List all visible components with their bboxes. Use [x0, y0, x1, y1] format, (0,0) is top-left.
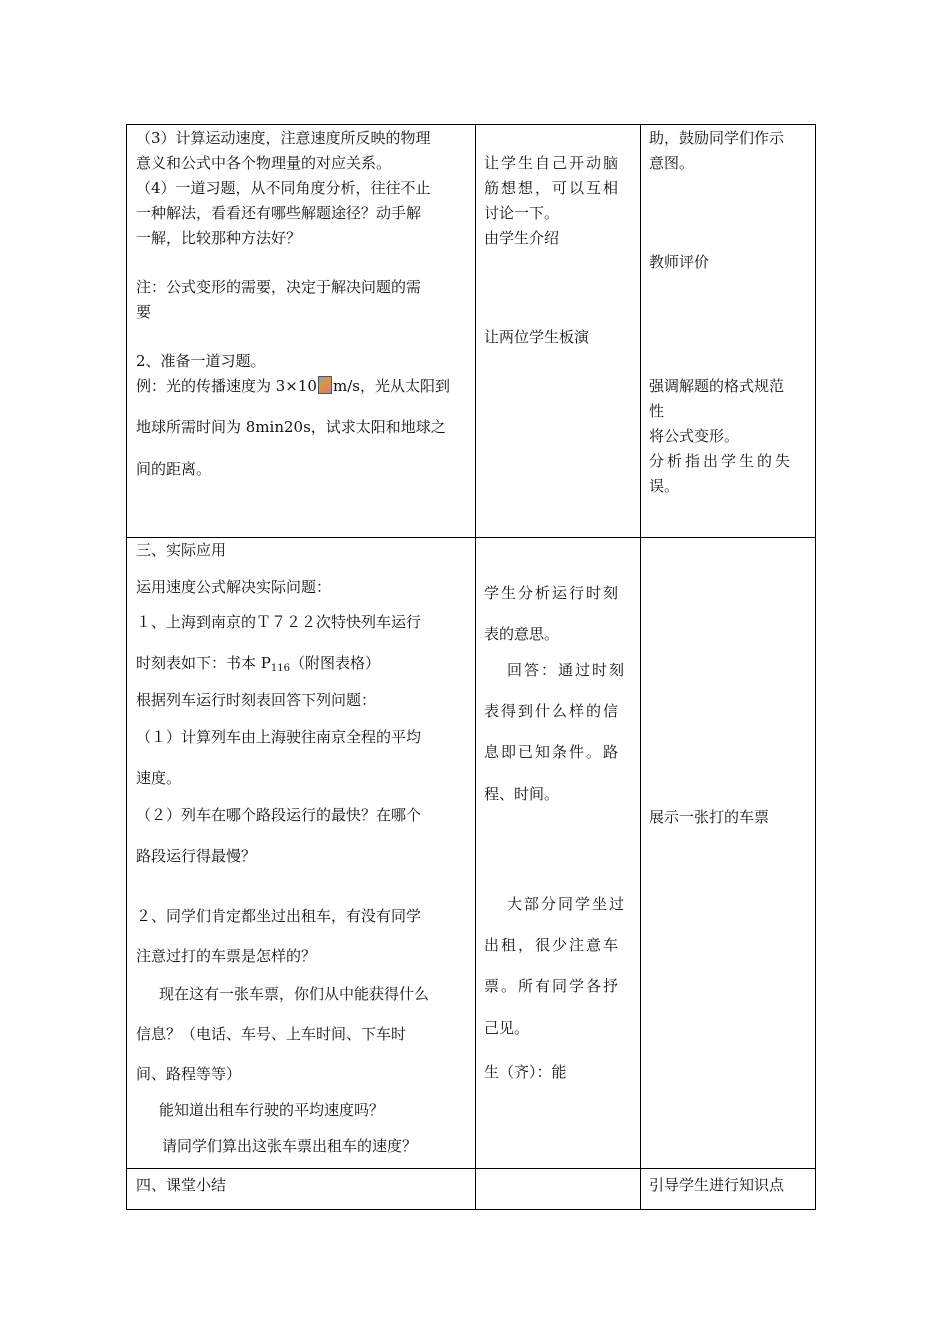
row2-col1-line: １、上海到南京的Ｔ７２２次特快列车运行: [136, 613, 422, 631]
example-suffix: m/s，光从太阳到: [332, 377, 450, 395]
row1-col2-line: 由学生介绍: [484, 229, 560, 247]
row2-col2-line: 己见。: [484, 1019, 530, 1037]
timetable-prefix: 时刻表如下：书本 P: [136, 654, 271, 672]
row2-col1-line: 根据列车运行时刻表回答下列问题：: [136, 691, 377, 709]
section-heading: 四、课堂小结: [136, 1176, 227, 1194]
lesson-plan-table: [126, 124, 816, 1210]
timetable-page-subscript: 116: [270, 663, 290, 674]
row2-col2-line: 回答：通过时刻: [507, 661, 627, 679]
row2-col1-line: ２、同学们肯定都坐过出租车，有没有同学: [136, 907, 422, 925]
row2-col1-line: 请同学们算出这张车票出租车的速度？: [162, 1137, 418, 1155]
column-divider-2: [640, 125, 641, 1209]
example-line: 间的距离。: [136, 460, 212, 478]
row1-col2-line: 让学生自己开动脑: [484, 154, 621, 172]
row2-col1-line: 间、路程等等）: [136, 1065, 242, 1083]
row1-col2-line: 讨论一下。: [484, 204, 560, 222]
row1-col3-line: 误。: [649, 477, 680, 495]
row1-col1-line: （3）计算运动速度，注意速度所反映的物理: [136, 129, 431, 147]
row1-col2-line: 筋想想，可以互相: [484, 179, 621, 197]
example-line: [136, 376, 450, 396]
row1-col3-line: 性: [649, 402, 665, 420]
row1-col1-line: 注：公式变形的需要，决定于解决问题的需: [136, 278, 422, 296]
row2-col1-line: 能知道出租车行驶的平均速度吗？: [159, 1101, 385, 1119]
example-prefix: 例：光的传播速度为 3×10: [136, 377, 317, 395]
row1-col3-line: 助，鼓励同学们作示: [649, 129, 785, 147]
row2-col2-line: 大部分同学坐过: [507, 895, 627, 913]
row2-col2-line: 学生分析运行时刻: [484, 584, 621, 602]
row2-col1-line: （１）计算列车由上海驶往南京全程的平均: [136, 728, 422, 746]
row1-col1-line: 一种解法，看看还有哪些解题途径？动手解: [136, 204, 422, 222]
row2-col1-line: 现在这有一张车票，你们从中能获得什么: [159, 985, 430, 1003]
row2-col1-line: 速度。: [136, 769, 182, 787]
section-heading: 三、实际应用: [136, 541, 227, 559]
row1-col3-line: 强调解题的格式规范: [649, 377, 785, 395]
row-divider-2: [127, 1168, 815, 1169]
timetable-suffix: （附图表格）: [289, 654, 380, 672]
row1-col3-line: 教师评价: [649, 253, 710, 271]
row1-col1-line: 意义和公式中各个物理量的对应关系。: [136, 154, 392, 172]
row2-col2-line: 出租，很少注意车: [484, 936, 621, 954]
row1-col1-line: 一解，比较那种方法好？: [136, 229, 302, 247]
row3-col3-cell: 引导学生进行知识点: [649, 1176, 785, 1194]
row1-col3-line: 意图。: [649, 154, 695, 172]
row2-col1-line: 路段运行得最慢？: [136, 847, 257, 865]
exponent-image: [318, 376, 332, 394]
column-divider-1: [475, 125, 476, 1209]
row1-col3-line: 将公式变形。: [649, 427, 740, 445]
timetable-line: [136, 653, 380, 679]
row1-col1-line: 2、准备一道习题。: [136, 352, 266, 370]
row1-col2-line: 让两位学生板演: [484, 328, 590, 346]
row2-col1-line: 信息？（电话、车号、上车时间、下车时: [136, 1025, 407, 1043]
row1-col1-line: 要: [136, 303, 152, 321]
row2-col2-line: 表得到什么样的信: [484, 702, 621, 720]
row1-col3-line: 分析指出学生的失: [649, 452, 794, 470]
row2-col2-line: 票。所有同学各抒: [484, 977, 621, 995]
row2-col1-line: （２）列车在哪个路段运行的最快？在哪个: [136, 806, 422, 824]
row-divider-1: [127, 537, 815, 538]
row1-col1-line: （4）一道习题，从不同角度分析，往往不止: [136, 179, 431, 197]
row2-col2-line: 生（齐）：能: [484, 1063, 567, 1081]
row2-col1-line: 运用速度公式解决实际问题：: [136, 578, 332, 596]
row2-col2-line: 息即已知条件。路: [484, 743, 621, 761]
example-line: 地球所需时间为 8min20s，试求太阳和地球之: [136, 418, 446, 436]
row2-col2-line: 程、时间。: [484, 785, 560, 803]
row2-col3-line: 展示一张打的车票: [649, 808, 770, 826]
row2-col1-line: 注意过打的车票是怎样的？: [136, 947, 317, 965]
row2-col2-line: 表的意思。: [484, 625, 560, 643]
